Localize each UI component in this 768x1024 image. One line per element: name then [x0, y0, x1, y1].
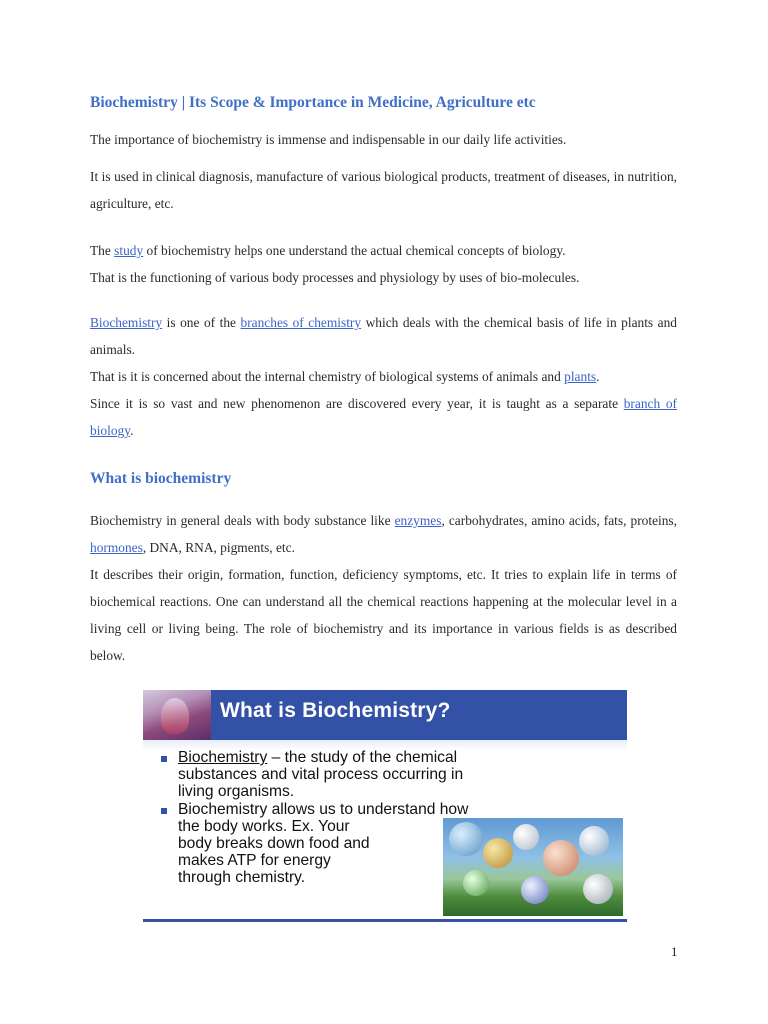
slide-bullet-2-line-3: body breaks down food and: [178, 835, 370, 852]
bullet-marker: [161, 756, 167, 762]
text-segment: of biochemistry helps one understand the actual chemical concepts of biology.: [143, 243, 566, 258]
slide-bullet-2-line-1: Biochemistry allows us to understand how: [178, 801, 469, 818]
text-segment: .: [596, 369, 600, 384]
text-segment: Biochemistry in general deals with body substance like: [90, 513, 395, 528]
section-heading-what-is-biochemistry: What is biochemistry: [90, 470, 232, 487]
text-segment: Since it is so vast and new phenomenon are discovered every year, it is taught as a separate: [90, 396, 624, 411]
slide-bullet-2-line-5: through chemistry.: [178, 869, 306, 886]
slide-bullet-2-line-4: makes ATP for energy: [178, 852, 331, 869]
sphere-image: [579, 826, 609, 856]
text-segment: – the study of the chemical: [267, 749, 458, 766]
slide-bottom-rule: [143, 919, 627, 922]
paragraph-internal-chemistry: [90, 363, 677, 390]
link-branch-of-biology[interactable]: branch of biology: [90, 396, 678, 438]
slide-bullet-1-line-3: living organisms.: [178, 783, 295, 800]
paragraph-uses: It is used in clinical diagnosis, manufacture of various biological products, treatment of diseases, in nutrition, agriculture, etc.: [90, 169, 677, 211]
text-segment: is one of the: [162, 315, 241, 330]
paragraph-substances: [90, 507, 677, 561]
sphere-image: [513, 824, 539, 850]
slide-bullet-2-line-2: the body works. Ex. Your: [178, 818, 350, 835]
link-branches-of-chemistry[interactable]: branches of chemistry: [240, 315, 362, 330]
link-enzymes[interactable]: enzymes: [394, 513, 442, 528]
page-number: 1: [671, 944, 678, 959]
sphere-image: [521, 876, 549, 904]
link-biochemistry[interactable]: Biochemistry: [90, 315, 163, 330]
text-segment: which deals with the chemical basis of life in plants and animals.: [90, 315, 677, 357]
slide-bullet-1-line-2: substances and vital process occurring in: [178, 766, 464, 783]
slide-bullet-1-line-1: [178, 749, 457, 766]
link-hormones[interactable]: hormones: [90, 540, 143, 555]
sphere-image: [449, 822, 483, 856]
paragraph-branches: [90, 309, 677, 363]
text-segment: .: [130, 423, 134, 438]
paragraph-study: [90, 237, 677, 264]
text-segment: That is it is concerned about the internal chemistry of biological systems of animals and: [90, 369, 565, 384]
sphere-image: [543, 840, 579, 876]
text-segment: , DNA, RNA, pigments, etc.: [142, 540, 295, 555]
text-segment: , carbohydrates, amino acids, fats, proteins,: [441, 513, 677, 528]
bullet-marker: [161, 808, 167, 814]
text-segment: The: [90, 243, 115, 258]
term-biochemistry: Biochemistry: [178, 749, 268, 766]
sphere-image: [583, 874, 613, 904]
sphere-image: [463, 870, 489, 896]
slide-title: What is Biochemistry?: [220, 699, 451, 722]
page-title: Biochemistry | Its Scope & Importance in Medicine, Agriculture etc: [90, 94, 536, 111]
link-study[interactable]: study: [114, 243, 144, 258]
biochemistry-collage-image: [443, 818, 623, 916]
paragraph-origin: It describes their origin, formation, function, deficiency symptoms, etc. It tries to explain life in terms of biochemical reactions. One can understand all the chemical reactions happening at the molecular level in a living cell or living being. The role of biochemistry and its importance in various fields is as described below.: [90, 567, 677, 663]
paragraph-functioning: That is the functioning of various body processes and physiology by uses of bio-molecules.: [90, 270, 580, 285]
sphere-image: [483, 838, 513, 868]
slide-image: [143, 690, 627, 924]
flask-image: [143, 690, 211, 740]
link-plants[interactable]: plants: [564, 369, 597, 384]
paragraph-vast: [90, 390, 677, 444]
paragraph-importance: The importance of biochemistry is immense and indispensable in our daily life activities.: [90, 132, 567, 147]
